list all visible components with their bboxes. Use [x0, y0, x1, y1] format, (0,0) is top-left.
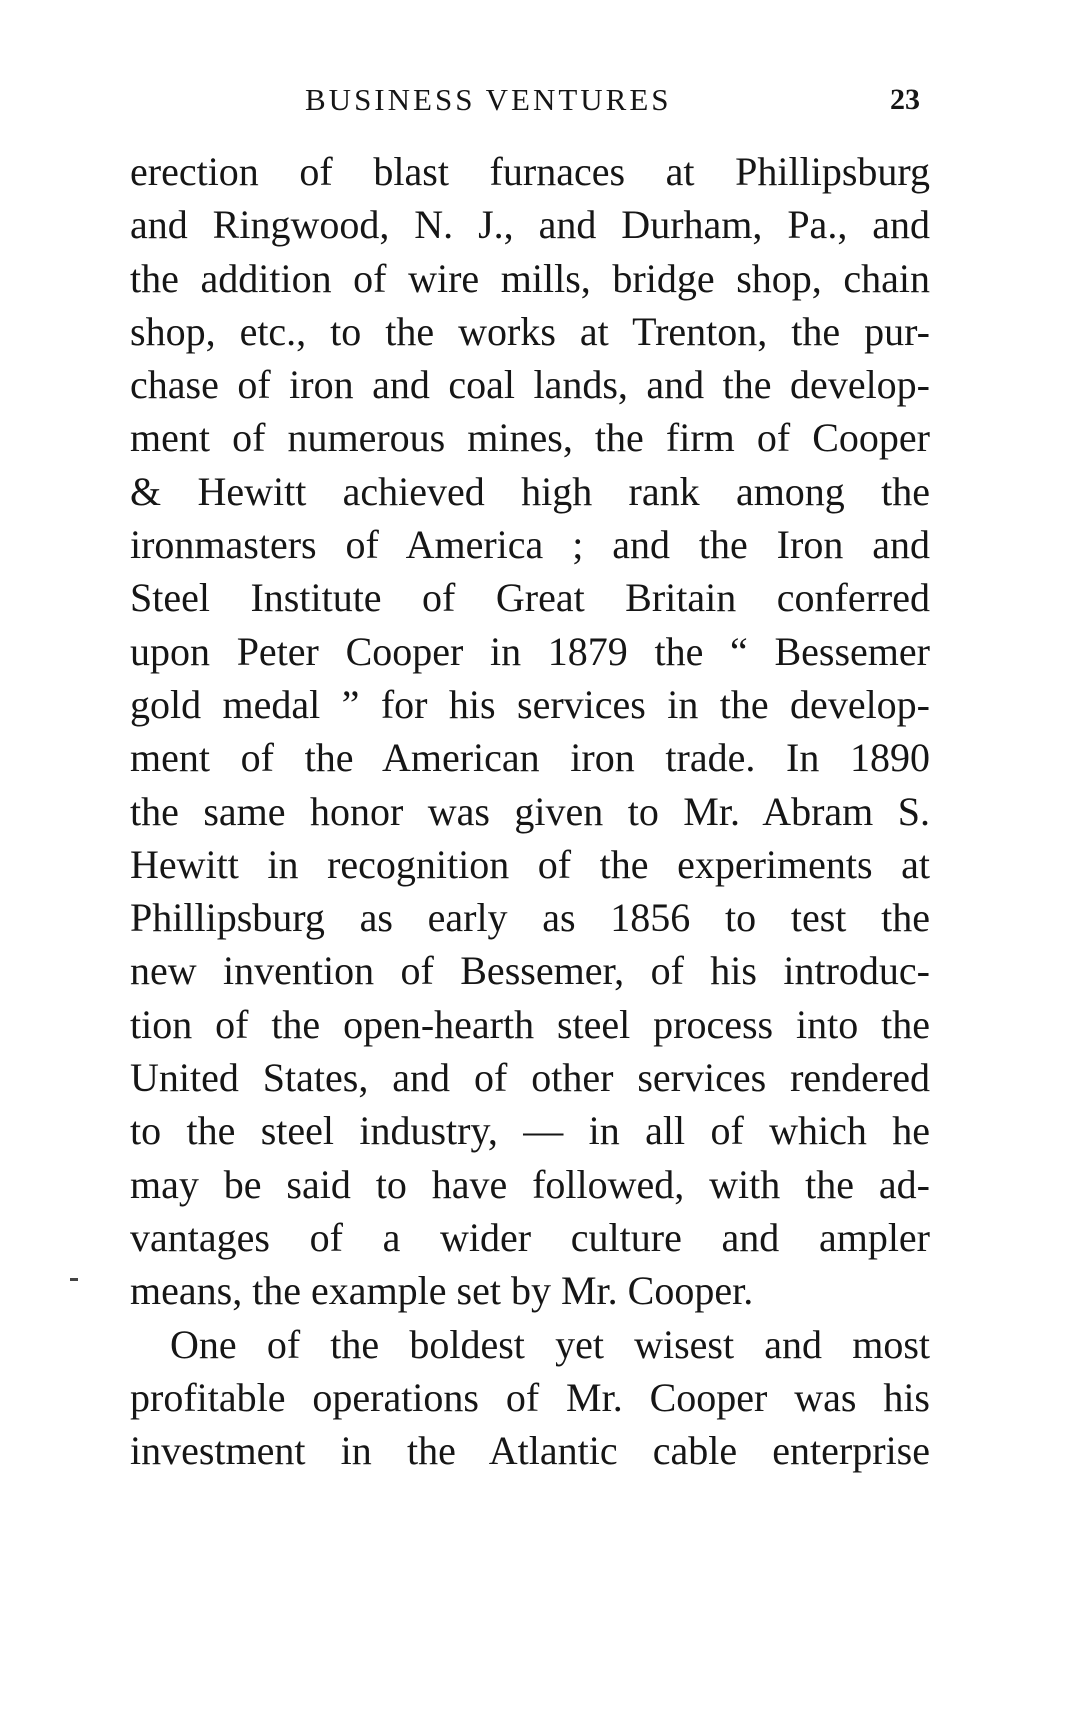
text-line: Steel Institute of Great Britain conferred: [130, 575, 930, 621]
text-line: Hewitt in recognition of the experiments at: [130, 841, 930, 887]
paragraph-2: [130, 1318, 930, 1478]
margin-mark: [70, 1278, 78, 1281]
text-line: One of the boldest yet wisest and most: [170, 1321, 930, 1367]
text-line: shop, etc., to the works at Trenton, the pur-: [130, 308, 930, 354]
running-title: BUSINESS VENTURES: [305, 82, 672, 117]
text-line: gold medal ” for his services in the develop-: [130, 681, 930, 727]
text-line: and Ringwood, N. J., and Durham, Pa., and: [130, 202, 930, 248]
text-line: upon Peter Cooper in 1879 the “ Bessemer: [130, 628, 930, 674]
text-line: erection of blast furnaces at Phillipsburg: [130, 149, 930, 194]
text-line: vantages of a wider culture and ampler: [130, 1214, 930, 1260]
text-line: may be said to have followed, with the ad-: [130, 1161, 930, 1207]
text-line: ironmasters of America ; and the Iron and: [130, 522, 930, 568]
text-line: means, the example set by Mr. Cooper.: [130, 1268, 754, 1314]
text-line: Phillipsburg as early as 1856 to test the: [130, 895, 930, 941]
text-line: the same honor was given to Mr. Abram S.: [130, 788, 930, 834]
body-text: [130, 145, 930, 1477]
running-head: [130, 80, 930, 120]
paragraph-1: [130, 145, 930, 1318]
text-line: profitable operations of Mr. Cooper was his: [130, 1374, 930, 1420]
text-line: tion of the open-hearth steel process into the: [130, 1001, 930, 1047]
text-line: United States, and of other services rendered: [130, 1055, 930, 1101]
text-line: investment in the Atlantic cable enterprise: [130, 1428, 930, 1474]
text-line: new invention of Bessemer, of his introduc-: [130, 948, 930, 994]
text-line: & Hewitt achieved high rank among the: [130, 468, 930, 514]
text-line: the addition of wire mills, bridge shop, chain: [130, 255, 930, 301]
page-number: 23: [890, 83, 920, 116]
text-line: ment of the American iron trade. In 1890: [130, 735, 930, 781]
text-line: chase of iron and coal lands, and the develop-: [130, 362, 930, 408]
text-line: ment of numerous mines, the firm of Cooper: [130, 415, 930, 461]
text-line: to the steel industry, — in all of which he: [130, 1108, 930, 1154]
